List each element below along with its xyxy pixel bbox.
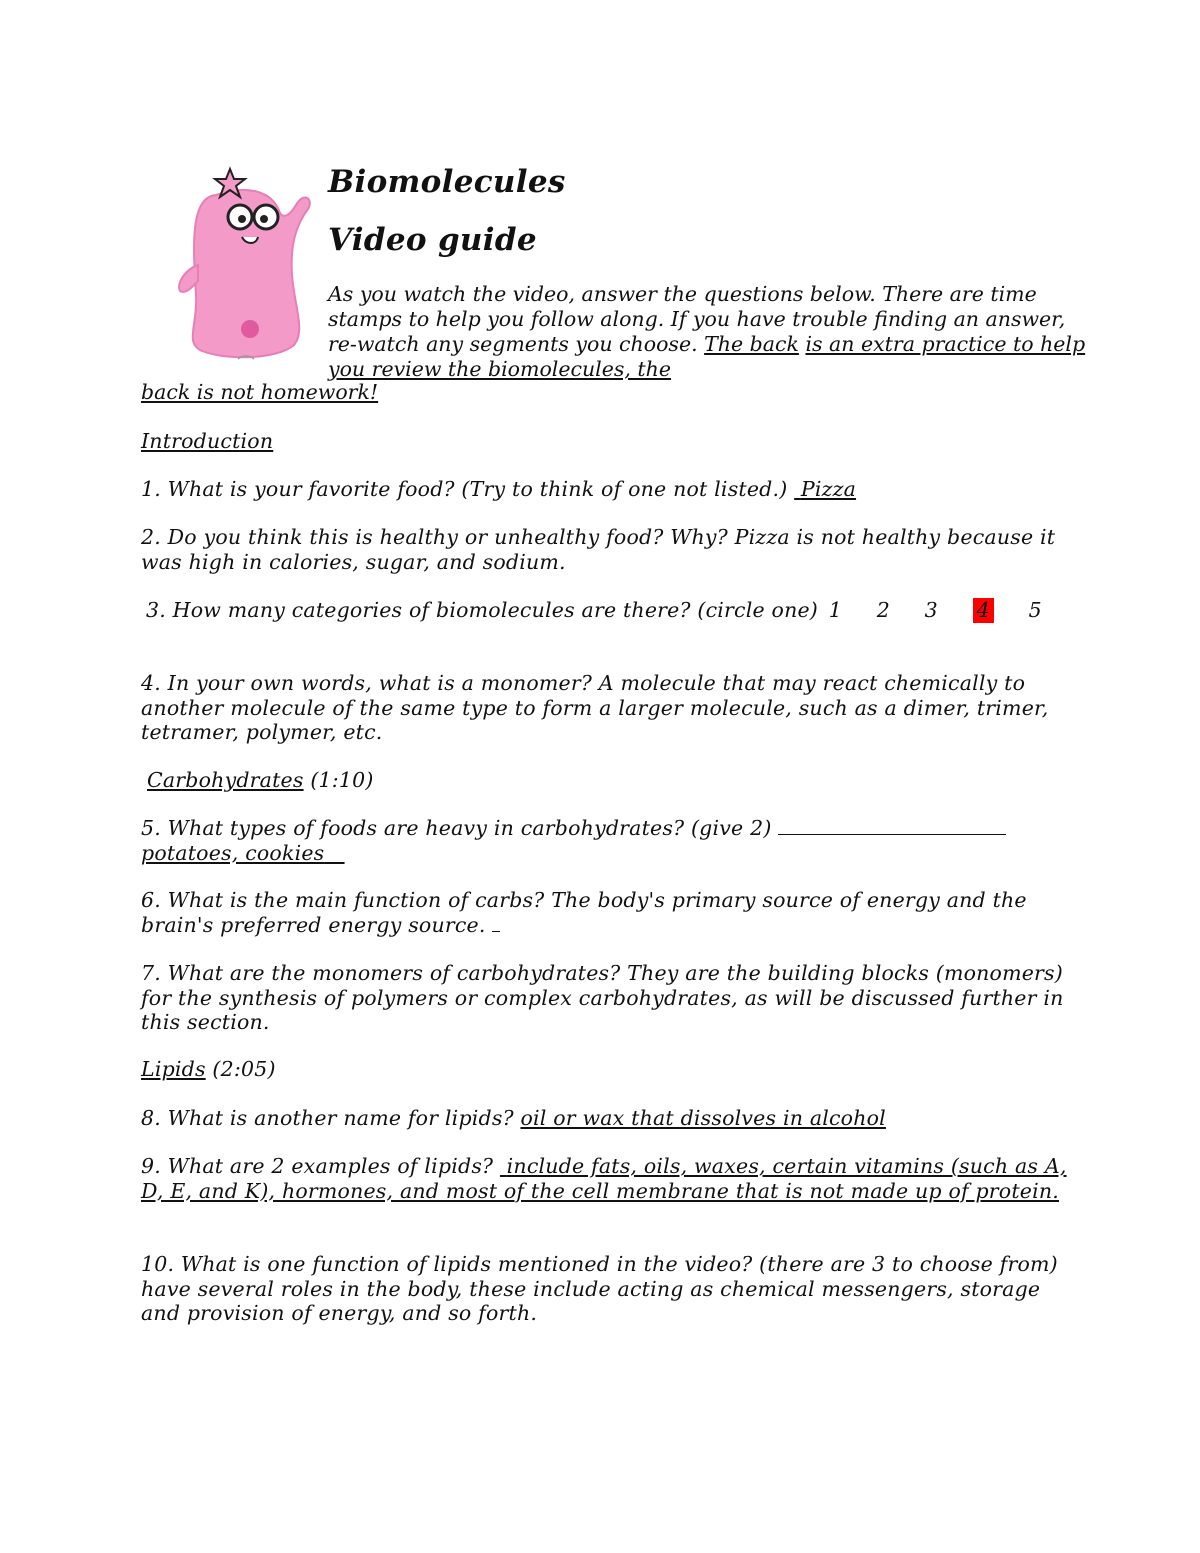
choice-4-selected[interactable]: 4 bbox=[973, 598, 994, 623]
question-6-blank bbox=[492, 930, 500, 932]
section-heading-carbohydrates bbox=[147, 768, 1077, 793]
carbohydrates-title: Carbohydrates bbox=[147, 768, 304, 792]
question-6-answer: The body's primary source of energy and the brain's preferred energy source. bbox=[141, 888, 1027, 937]
choice-1[interactable]: 1 bbox=[828, 598, 842, 622]
pink-blob-mascot-icon bbox=[168, 165, 318, 365]
intro-text: As you watch the video, answer the questions below. There are time stamps to help you follow along. If you have trouble finding an answer, re-watch any segments you choose. bbox=[328, 282, 1066, 356]
question-5-prompt: 5. What types of foods are heavy in carbohydrates? (give 2) bbox=[141, 816, 772, 840]
question-2-answer: Pizza is not healthy because it was high in calories, sugar, and sodium. bbox=[141, 525, 1056, 574]
question-9 bbox=[141, 1154, 1071, 1228]
question-6 bbox=[141, 888, 1071, 937]
question-2-prompt: 2. Do you think this is healthy or unhealthy food? Why? bbox=[141, 525, 728, 549]
section-heading-introduction: Introduction bbox=[141, 429, 274, 453]
carbohydrates-timestamp: (1:10) bbox=[310, 768, 374, 792]
question-7-prompt: 7. What are the monomers of carbohydrates? bbox=[141, 961, 621, 985]
choice-5[interactable]: 5 bbox=[1028, 598, 1042, 622]
lipids-title: Lipids bbox=[141, 1057, 206, 1081]
question-1-prompt: 1. What is your favorite food? (Try to think of one not listed.) bbox=[141, 477, 788, 501]
question-10-answer: have several roles in the body, these include acting as chemical messengers, storage and provision of energy, and so forth. bbox=[141, 1276, 1041, 1325]
question-4-answer: A molecule that may react chemically to another molecule of the same type to form a larger molecule, such as a dimer, trimer, tetramer, polymer, etc. bbox=[141, 671, 1049, 744]
question-1-answer: Pizza bbox=[800, 477, 857, 501]
question-7 bbox=[141, 961, 1071, 1035]
question-1 bbox=[141, 477, 1071, 502]
question-2 bbox=[141, 525, 1071, 574]
question-4 bbox=[141, 671, 1071, 745]
page-subtitle: Video guide bbox=[328, 222, 537, 258]
question-9-answer: include fats, oils, waxes, certain vitamins (such as A, D, E, and K), hormones, and most of the cell membrane that is not made up of protein. bbox=[141, 1154, 1067, 1203]
question-6-prompt: 6. What is the main function of carbs? bbox=[141, 888, 545, 912]
intro-paragraph bbox=[328, 282, 1088, 382]
question-3-prompt: 3. How many categories of biomolecules are there? (circle one) bbox=[146, 598, 819, 622]
question-7-answer: They are the building blocks (monomers) for the synthesis of polymers or complex carbohydrates, as will be discussed further in this section. bbox=[141, 961, 1064, 1034]
choice-2[interactable]: 2 bbox=[876, 598, 890, 622]
choice-3[interactable]: 3 bbox=[924, 598, 938, 622]
intro-underlined-start: The back bbox=[704, 332, 799, 356]
question-8-prompt: 8. What is another name for lipids? bbox=[141, 1106, 514, 1130]
question-8 bbox=[141, 1106, 1071, 1131]
question-3-choices bbox=[825, 598, 1042, 623]
question-5 bbox=[141, 816, 1071, 865]
lipids-timestamp: (2:05) bbox=[212, 1057, 276, 1081]
question-4-prompt: 4. In your own words, what is a monomer? bbox=[141, 671, 593, 695]
question-8-answer: oil or wax that dissolves in alcohol bbox=[520, 1106, 886, 1130]
intro-underlined-mid: is an extra practice to help you review the biomolecules, the bbox=[328, 332, 1086, 381]
section-heading-lipids bbox=[141, 1057, 1071, 1082]
question-10-prompt: 10. What is one function of lipids mentioned in the video? (there are 3 to choose from) bbox=[141, 1252, 1058, 1276]
question-3 bbox=[146, 598, 1076, 623]
question-5-answer: potatoes, cookies bbox=[141, 840, 325, 865]
intro-underlined-end: back is not homework! bbox=[141, 380, 379, 404]
question-9-prompt: 9. What are 2 examples of lipids? bbox=[141, 1154, 494, 1178]
question-10 bbox=[141, 1252, 1071, 1326]
page-title: Biomolecules bbox=[328, 164, 566, 200]
question-5-blank bbox=[778, 833, 1006, 835]
